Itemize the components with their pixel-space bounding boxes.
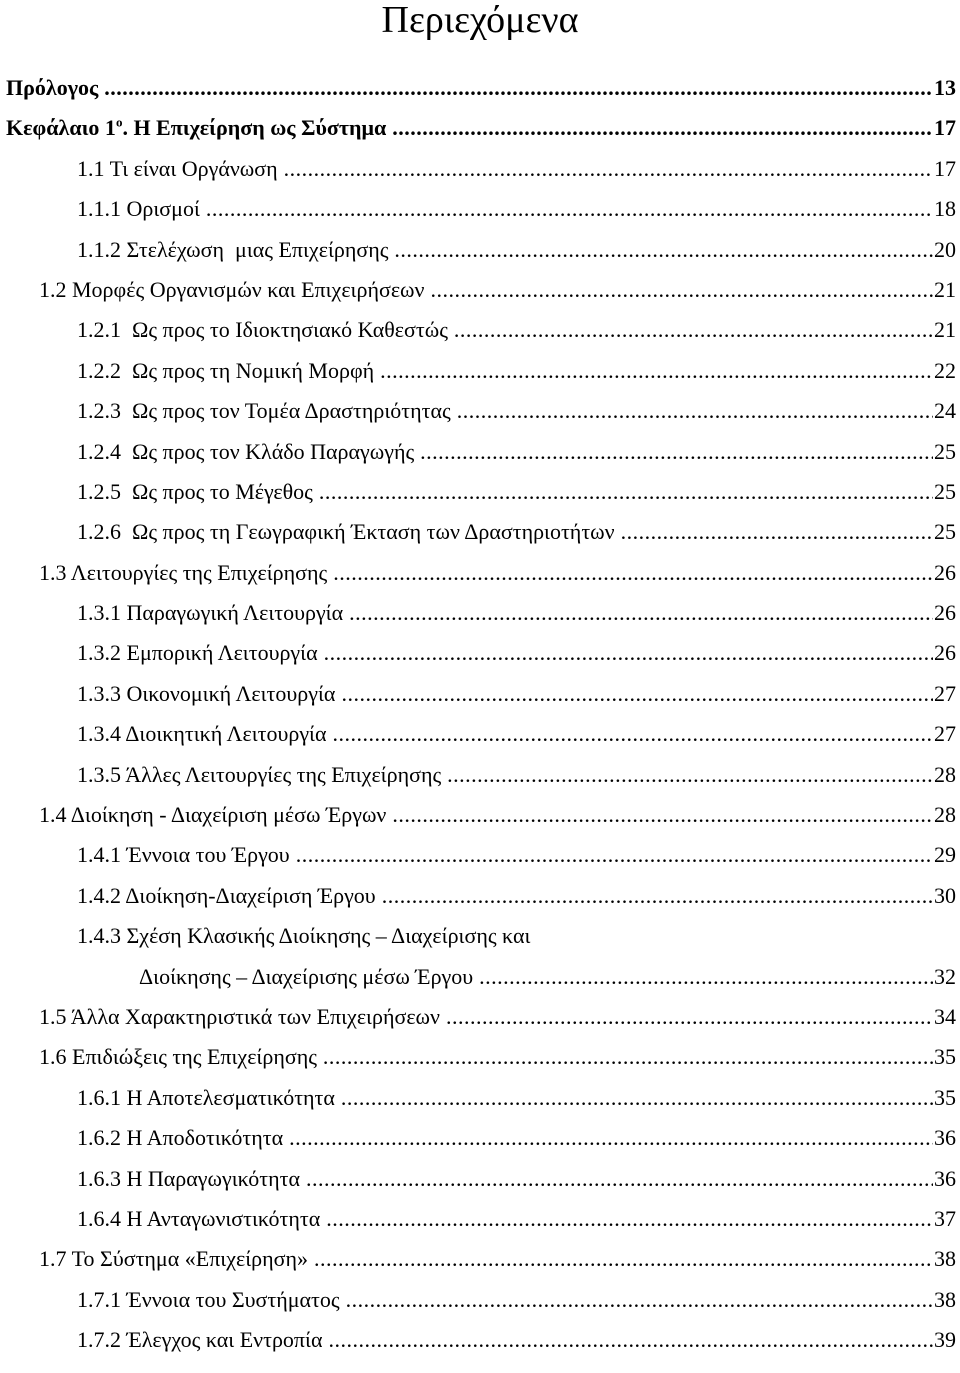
toc-entry-label: 1.6.1 Η Αποτελεσματικότητα — [77, 1084, 335, 1110]
toc-entry-line — [77, 755, 960, 795]
toc-entry[interactable] — [0, 270, 960, 310]
dot-leader — [341, 674, 933, 714]
toc-page-number: 25 — [934, 478, 956, 504]
toc-entry[interactable] — [0, 674, 960, 714]
toc-entry-label: 1.7.2 Έλεγχος και Εντροπία — [77, 1327, 323, 1353]
toc-entry-line — [77, 310, 960, 350]
dot-leader — [284, 149, 933, 189]
toc-page-number: 17 — [934, 115, 956, 141]
toc-page-number: 27 — [934, 721, 956, 747]
toc-entry-line — [77, 593, 960, 633]
toc-page-number: 28 — [934, 761, 956, 787]
toc-entry-label: 1.5 Άλλα Χαρακτηριστικά των Επιχειρήσεων — [39, 1004, 440, 1029]
toc-entry-label: 1.1.2 Στελέχωση μιας Επιχείρησης — [77, 236, 389, 262]
dot-leader — [341, 1078, 933, 1118]
toc-entry[interactable] — [0, 391, 960, 431]
toc-page-number: 35 — [934, 1044, 956, 1070]
toc-entry[interactable] — [0, 1118, 960, 1158]
toc-entry-label: 1.7.1 Έννοια του Συστήματος — [77, 1286, 340, 1312]
dot-leader — [296, 835, 933, 875]
toc-entry-line — [77, 1118, 960, 1158]
toc-entry-line — [77, 189, 960, 229]
toc-page-number: 36 — [934, 1165, 956, 1191]
toc-entry[interactable] — [0, 876, 960, 916]
table-of-contents — [0, 68, 960, 1361]
toc-entry-line — [77, 512, 960, 552]
dot-leader — [333, 714, 934, 754]
toc-entry-line — [77, 1280, 960, 1320]
toc-entry-label — [6, 108, 386, 148]
toc-entry-line — [77, 633, 960, 673]
toc-entry-label-text: . Η Επιχείρηση ως Σύστημα — [122, 115, 387, 141]
toc-entry-line — [77, 391, 960, 431]
toc-page-number: 22 — [934, 357, 956, 383]
dot-leader — [420, 432, 933, 472]
toc-page-number: 32 — [934, 963, 956, 989]
toc-entry-superscript: ο — [115, 115, 123, 131]
toc-page-number: 25 — [934, 438, 956, 464]
dot-leader — [328, 1320, 933, 1360]
dot-leader — [314, 1239, 933, 1279]
toc-entry[interactable] — [0, 916, 960, 997]
dot-leader — [447, 755, 933, 795]
toc-page-number: 26 — [934, 559, 956, 585]
dot-leader — [382, 876, 933, 916]
toc-entry[interactable] — [0, 633, 960, 673]
toc-entry[interactable] — [0, 68, 960, 108]
dot-leader — [394, 230, 933, 270]
toc-page-number: 29 — [934, 842, 956, 868]
dot-leader — [306, 1159, 933, 1199]
dot-leader — [333, 553, 933, 593]
dot-leader — [324, 633, 933, 673]
toc-entry-label: 1.6.2 Η Αποδοτικότητα — [77, 1125, 284, 1151]
toc-entry[interactable] — [0, 1199, 960, 1239]
toc-entry[interactable] — [0, 1280, 960, 1320]
toc-entry-label: 1.3.1 Παραγωγική Λειτουργία — [77, 600, 344, 626]
toc-page-number: 28 — [934, 802, 956, 828]
toc-entry[interactable] — [0, 432, 960, 472]
toc-entry-line — [77, 876, 960, 916]
toc-entry-first-line: 1.4.3 Σχέση Κλασικής Διοίκησης – Διαχείρισης και — [77, 923, 531, 949]
toc-entry-label: 1.6.4 Η Ανταγωνιστικότητα — [77, 1205, 321, 1231]
toc-entry[interactable] — [0, 1159, 960, 1199]
toc-page-number: 25 — [934, 519, 956, 545]
toc-page-number: 30 — [934, 882, 956, 908]
toc-entry-label: 1.2.4 Ως προς τον Κλάδο Παραγωγής — [77, 438, 415, 464]
toc-entry[interactable] — [0, 1320, 960, 1360]
toc-entry[interactable] — [0, 997, 960, 1037]
toc-entry-label: Διοίκησης – Διαχείρισης μέσω Έργου — [139, 963, 474, 989]
toc-entry-label: 1.2 Μορφές Οργανισμών και Επιχειρήσεων — [39, 276, 425, 302]
toc-page-number: 27 — [934, 680, 956, 706]
toc-entry[interactable] — [0, 512, 960, 552]
toc-page-number: 13 — [934, 75, 956, 100]
toc-entry[interactable] — [0, 108, 960, 148]
toc-entry-label: 1.4.2 Διοίκηση-Διαχείριση Έργου — [77, 882, 376, 908]
toc-entry-label: 1.2.2 Ως προς τη Νομική Μορφή — [77, 357, 375, 383]
toc-entry-line — [77, 1159, 960, 1199]
toc-entry[interactable] — [0, 795, 960, 835]
toc-page-number: 35 — [934, 1084, 956, 1110]
toc-entry-line — [77, 432, 960, 472]
toc-entry[interactable] — [0, 593, 960, 633]
dot-leader — [479, 957, 933, 997]
toc-entry[interactable] — [0, 472, 960, 512]
toc-entry-label: 1.2.5 Ως προς το Μέγεθος — [77, 478, 313, 504]
dot-leader — [430, 270, 933, 310]
toc-entry-line — [77, 230, 960, 270]
dot-leader — [206, 189, 933, 229]
page-title: Περιεχόμενα — [381, 0, 579, 41]
toc-entry-label: 1.7 Το Σύστημα «Επιχείρηση» — [39, 1246, 308, 1272]
toc-entry[interactable] — [0, 755, 960, 795]
toc-page-number: 18 — [934, 196, 956, 222]
dot-leader — [392, 795, 933, 835]
toc-entry-line — [77, 1320, 960, 1360]
toc-entry[interactable] — [0, 835, 960, 875]
toc-entry-label-text: Κεφάλαιο 1 — [6, 115, 116, 141]
toc-entry-label: 1.6 Επιδιώξεις της Επιχείρησης — [39, 1044, 317, 1070]
toc-page-number: 17 — [934, 155, 956, 181]
dot-leader — [457, 391, 933, 431]
toc-page-number: 39 — [934, 1327, 956, 1353]
toc-entry-label: 1.3.5 Άλλες Λειτουργίες της Επιχείρησης — [77, 761, 442, 787]
toc-entry[interactable] — [0, 149, 960, 189]
toc-entry-label: 1.4 Διοίκηση - Διαχείριση μέσω Έργων — [39, 802, 387, 828]
toc-entry[interactable] — [0, 189, 960, 229]
toc-entry-line — [77, 835, 960, 875]
dot-leader — [326, 1199, 933, 1239]
toc-entry-line — [77, 472, 960, 512]
toc-page-number: 37 — [934, 1205, 956, 1231]
toc-entry-label: 1.2.1 Ως προς το Ιδιοκτησιακό Καθεστώς — [77, 317, 448, 343]
toc-entry-line — [77, 674, 960, 714]
toc-entry-label: 1.3.2 Εμπορική Λειτουργία — [77, 640, 318, 666]
toc-entry[interactable] — [0, 714, 960, 754]
dot-leader — [323, 1037, 933, 1077]
toc-entry-label: 1.1.1 Ορισμοί — [77, 196, 200, 222]
dot-leader — [346, 1280, 933, 1320]
toc-page-number: 38 — [934, 1246, 956, 1272]
dot-leader — [319, 472, 933, 512]
toc-entry[interactable] — [0, 310, 960, 350]
toc-entry-line — [77, 1199, 960, 1239]
dot-leader — [446, 997, 933, 1037]
toc-entry-label: 1.2.3 Ως προς τον Τομέα Δραστηριότητας — [77, 398, 451, 424]
dot-leader — [392, 108, 933, 148]
dot-leader — [289, 1118, 933, 1158]
toc-entry-label: Πρόλογος — [6, 75, 99, 100]
toc-entry[interactable] — [0, 1078, 960, 1118]
toc-entry-label: 1.3 Λειτουργίες της Επιχείρησης — [39, 559, 328, 585]
toc-entry-line — [39, 795, 960, 835]
toc-page-number: 36 — [934, 1125, 956, 1151]
toc-page-number: 26 — [934, 640, 956, 666]
toc-entry-label: 1.6.3 Η Παραγωγικότητα — [77, 1165, 300, 1191]
dot-leader — [349, 593, 933, 633]
dot-leader — [104, 68, 933, 108]
toc-entry-line — [39, 997, 960, 1037]
toc-entry-line — [39, 270, 960, 310]
toc-entry-line — [77, 351, 960, 391]
toc-page-number: 21 — [934, 317, 956, 343]
toc-entry-line — [39, 553, 960, 593]
toc-entry-label: 1.1 Τι είναι Οργάνωση — [77, 155, 278, 181]
toc-page-number: 21 — [934, 276, 956, 302]
toc-entry-line — [77, 957, 960, 997]
toc-entry[interactable] — [0, 1037, 960, 1077]
toc-page-number: 20 — [934, 236, 956, 262]
toc-page-number: 38 — [934, 1286, 956, 1312]
toc-page-number: 34 — [934, 1004, 956, 1029]
toc-page-number: 24 — [934, 398, 956, 424]
toc-entry-line — [39, 1239, 960, 1279]
dot-leader — [454, 310, 933, 350]
toc-entry[interactable] — [0, 1239, 960, 1279]
toc-entry-label: 1.3.4 Διοικητική Λειτουργία — [77, 721, 327, 747]
toc-entry-line — [77, 1078, 960, 1118]
toc-entry-label: 1.3.3 Οικονομική Λειτουργία — [77, 680, 336, 706]
toc-entry-label: 1.4.1 Έννοια του Έργου — [77, 842, 290, 868]
toc-entry-line — [39, 1037, 960, 1077]
toc-entry[interactable] — [0, 230, 960, 270]
dot-leader — [380, 351, 933, 391]
toc-entry-line — [6, 108, 960, 148]
toc-entry[interactable] — [0, 553, 960, 593]
toc-entry[interactable] — [0, 351, 960, 391]
toc-entry-line — [77, 714, 960, 754]
dot-leader — [621, 512, 933, 552]
toc-page-number: 26 — [934, 600, 956, 626]
toc-entry-label: 1.2.6 Ως προς τη Γεωγραφική Έκταση των Δραστηριοτήτων — [77, 519, 615, 545]
toc-entry-line — [6, 68, 960, 108]
toc-entry-line — [77, 149, 960, 189]
